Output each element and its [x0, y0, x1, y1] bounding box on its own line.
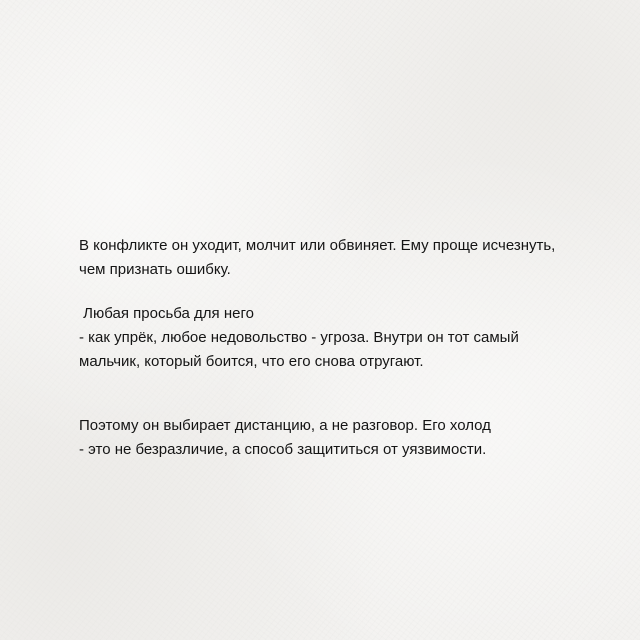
text-line: мальчик, который боится, что его снова отругают. — [79, 353, 424, 370]
paragraph-distance — [79, 414, 619, 462]
paragraph-conflict — [79, 234, 619, 282]
paragraph-request — [79, 302, 619, 374]
text-line: - как упрёк, любое недовольство - угроза. Внутри он тот самый — [79, 329, 519, 346]
text-line: чем признать ошибку. — [79, 261, 231, 278]
text-line: Поэтому он выбирает дистанцию, а не разговор. Его холод — [79, 417, 491, 434]
text-line: В конфликте он уходит, молчит или обвиняет. Ему проще исчезнуть, — [79, 237, 556, 254]
text-line: Любая просьба для него — [79, 305, 254, 322]
text-line: - это не безразличие, а способ защититься от уязвимости. — [79, 441, 487, 458]
